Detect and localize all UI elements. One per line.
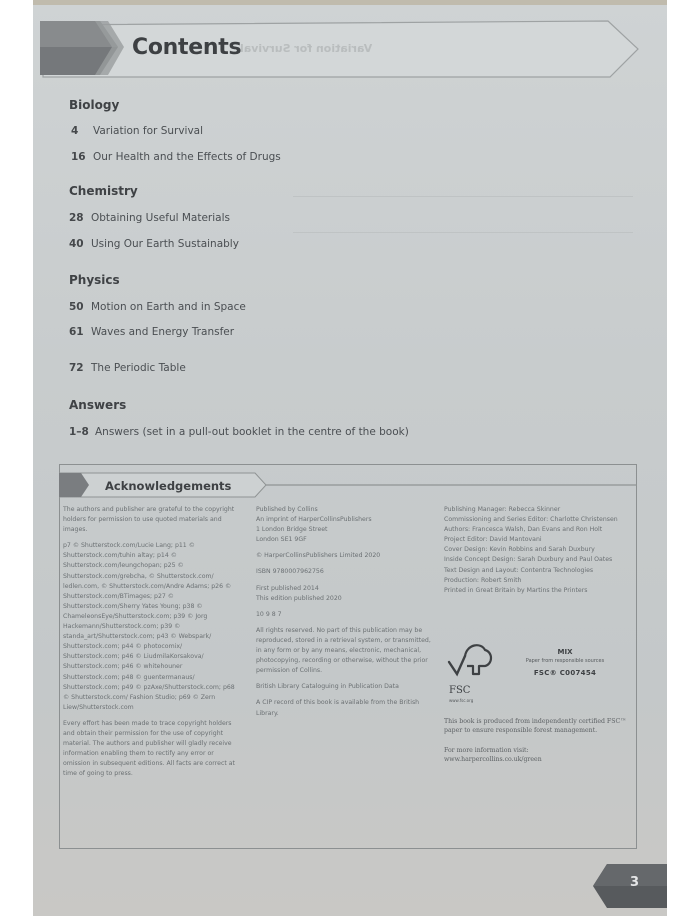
toc-item-label: Obtaining Useful Materials <box>91 212 230 224</box>
toc-item[interactable] <box>71 125 203 137</box>
acknowledgements-title: Acknowledgements <box>105 479 232 493</box>
toc-item-label: Answers (set in a pull-out booklet in the centre of the book) <box>95 426 409 438</box>
more-info-label: For more information visit: <box>444 747 529 754</box>
toc-item[interactable] <box>71 151 281 163</box>
toc-item[interactable] <box>69 426 409 438</box>
toc-page-number: 16 <box>71 151 86 163</box>
credit-line: Production: Robert Smith <box>444 576 522 584</box>
toc-item[interactable] <box>69 212 230 224</box>
toc-page-number: 4 <box>71 125 79 137</box>
toc-section-physics: Physics <box>69 273 120 287</box>
copyright-line: © HarperCollinsPublishers Limited 2020 <box>256 552 381 560</box>
credit-line: Inside Concept Design: Sarah Duxbury and Paul Oates <box>444 556 613 564</box>
toc-page-number: 1–8 <box>69 426 89 438</box>
publisher-line: 1 London Bridge Street <box>256 526 328 534</box>
page-top-edge <box>33 0 667 5</box>
publisher-line: London SE1 9GF <box>256 536 307 544</box>
acknowledgements-column-1 <box>63 505 238 785</box>
acknowledgements-column-3 <box>444 505 630 596</box>
bleed-through-line <box>293 196 633 197</box>
isbn-line: ISBN 9780007962756 <box>256 568 324 576</box>
toc-page-number: 40 <box>69 238 84 250</box>
ack-disclaimer: Every effort has been made to trace copyright holders and obtain their permission for the use of copyright material. The authors and publisher will gladly receive information enabling them to rectify any error or omission in subsequent editions. All facts are correct at time of going to press. <box>63 719 235 778</box>
toc-item[interactable] <box>69 362 186 374</box>
toc-item[interactable] <box>69 326 234 338</box>
toc-item-label: Our Health and the Effects of Drugs <box>93 151 281 163</box>
ack-intro: The authors and publisher are grateful to the copyright holders for permission to use quoted materials and images. <box>63 506 235 534</box>
editions-block <box>256 584 436 604</box>
fsc-paper-source: Paper from responsible sources <box>525 658 605 664</box>
toc-item-label: The Periodic Table <box>91 362 186 374</box>
fsc-mix: MIX <box>557 648 573 656</box>
edition-line: First published 2014 <box>256 584 319 592</box>
toc-item-label: Using Our Earth Sustainably <box>91 238 239 250</box>
contents-banner <box>40 15 646 79</box>
acknowledgements-column-2 <box>256 505 436 725</box>
page-number: 3 <box>630 875 640 890</box>
publisher-block <box>256 505 436 545</box>
toc-page-number: 61 <box>69 326 84 338</box>
credit-line: Printed in Great Britain by Martins the Printers <box>444 586 588 594</box>
toc-page-number: 50 <box>69 301 84 313</box>
publisher-line: An imprint of HarperCollinsPublishers <box>256 516 372 524</box>
credit-line: Project Editor: David Mantovani <box>444 536 542 544</box>
bleed-through-line <box>293 232 633 233</box>
print-line: 10 9 8 7 <box>256 610 282 618</box>
credit-line: Text Design and Layout: Contentra Technologies <box>444 566 594 574</box>
credit-line: Authors: Francesca Walsh, Dan Evans and Ron Holt <box>444 526 603 534</box>
fsc-certification <box>445 640 635 710</box>
cip-title: British Library Cataloguing in Publication Data <box>256 683 399 691</box>
toc-page-number: 72 <box>69 362 84 374</box>
rights-statement: All rights reserved. No part of this publication may be reproduced, stored in a retrieval system, or transmitted, in any form or by any means, electronic, mechanical, photocopying, recording or otherwise, without the prior permission of Collins. <box>256 626 431 675</box>
toc-item[interactable] <box>69 301 246 313</box>
toc-section-answers: Answers <box>69 398 127 412</box>
publisher-line: Published by Collins <box>256 506 318 513</box>
edition-line: This edition published 2020 <box>256 594 342 602</box>
ack-image-credits: p7 © Shutterstock.com/Lucie Lang; p11 © Shutterstock.com/tuhin altay; p14 © Shutterstock.com/leungchopan; p25 © Shutterstock.com/grebcha, © Shutterstock.com/ ledlen.com, © Shutterstock.com/Andre Adams; p26 © Shutterstock.com/BTimages; p27 © Shutterstock.com/Sherry Yates Young; p38 © ChameleonsEye/Shutterstock.com; p39 © Jorg Hackemann/Shutterstock.com; p39 © standa_art/Shutterstock.com; p43 © Webspark/ Shutterstock.com; p44 © photocomix/ Shutterstock.com; p46 © LiudmilaKorsakova/ Shutterstock.com; p46 © whitehouner Shutterstock.com; p48 © guentermanaus/ Shutterstock.com; p49 © pzAxe/Shutterstock.com; p68 © Shutterstock.com/ Fashion Studio; p69 © Zern Liew/Shutterstock.com <box>63 542 235 711</box>
credit-line: Publishing Manager: Rebecca Skinner <box>444 506 561 513</box>
page-number-tab <box>593 862 667 910</box>
toc-section-chemistry: Chemistry <box>69 184 138 198</box>
acknowledgements-header <box>59 472 637 498</box>
toc-item-label: Waves and Energy Transfer <box>91 326 235 338</box>
fsc-code: FSC® C007454 <box>533 669 597 677</box>
toc-item-label: Motion on Earth and in Space <box>91 301 246 313</box>
credit-line: Commissioning and Series Editor: Charlotte Christensen <box>444 516 618 524</box>
more-info-block <box>444 746 634 764</box>
toc-section-biology: Biology <box>69 98 120 112</box>
toc-page-number: 28 <box>69 212 84 224</box>
fsc-note: This book is produced from independently certified FSC™ paper to ensure responsible forest management. <box>444 718 627 734</box>
toc-item-label: Variation for Survival <box>93 125 204 137</box>
fsc-label <box>505 648 625 677</box>
page-title: Contents <box>132 35 242 60</box>
cip-text: A CIP record of this book is available from the British Library. <box>256 699 420 717</box>
credit-line: Cover Design: Kevin Robbins and Sarah Duxbury <box>444 546 595 554</box>
fsc-org: www.fsc.org <box>449 698 474 703</box>
fsc-mark: FSC <box>449 685 471 696</box>
fsc-tree-icon <box>445 640 495 688</box>
bleed-through-text: Variation for Survival <box>240 42 373 55</box>
toc-item[interactable] <box>69 238 239 250</box>
book-page <box>33 0 667 916</box>
more-info-url[interactable]: www.harpercollins.co.uk/green <box>444 756 542 763</box>
